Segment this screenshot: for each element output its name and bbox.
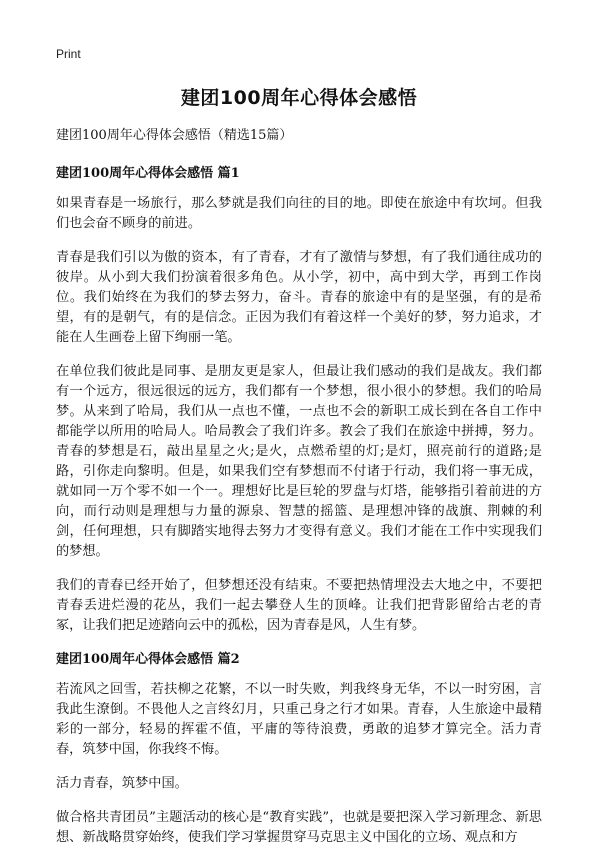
paragraph: 我们的青春已经开始了，但梦想还没有结束。不要把热情埋没去大地之中，不要把青春丢进烂漫的花丛，我们一起去攀登人生的顶峰。让我们把背影留给古老的青冢，让我们把足迹踏向云中的孤松，因为青春是风，人生有梦。: [56, 578, 542, 633]
paragraph: 活力青春，筑梦中国。: [56, 776, 188, 791]
page-title: 建团100周年心得体会感悟: [180, 87, 418, 109]
section-heading-1: 建团100周年心得体会感悟 篇1: [56, 166, 240, 181]
paragraph: 青春是我们引以为傲的资本，有了青春，才有了激情与梦想，有了我们通往成功的彼岸。从小到大我们扮演着很多角色。从小学，初中，高中到大学，再到工作岗位。我们始终在为我们的梦去努力，奋斗。青春的旅途中有的是坚强，有的是希望，有的是朝气，有的是信念。正因为我们有着这样一个美好的梦，努力追求，才能在人生画卷上留下绚丽一笔。: [56, 250, 542, 345]
paragraph: 若流风之回雪，若扶柳之花繁，不以一时失败，判我终身无华，不以一时穷困，言我此生潦倒。不畏他人之言终幻月，只重己身之行才如果。青春，人生旅途中最精彩的一部分，轻易的挥霍不值，平庸的等待浪费，勇敢的追梦才算完全。活力青春，筑梦中国，你我终不悔。: [56, 682, 542, 757]
paragraph: 在单位我们彼此是同事、是朋友更是家人，但最让我们感动的我们是战友。我们都有一个远方，很远很远的远方，我们都有一个梦想，很小很小的梦想。我们的哈局梦。从来到了哈局，我们从一点也不懂，一点也不会的新职工成长到在各自工作中都能学以所用的哈局人。哈局教会了我们许多。教会了我们在旅途中拼搏，努力。青春的梦想是石，敲出星星之火;是火，点燃希望的灯;是灯，照亮前行的道路;是路，引你走向黎明。但是，如果我们空有梦想而不付诸于行动，我们将一事无成，就如同一万个零不如一个一。理想好比是巨轮的罗盘与灯塔，能够指引着前进的方向，而行动则是理想与力量的源泉、智慧的摇篮、是理想冲锋的战旗、荆棘的利剑，任何理想，只有脚踏实地得去努力才变得有意义。我们才能在工作中实现我们的梦想。: [56, 364, 542, 559]
document-subtitle: 建团100周年心得体会感悟（精选15篇）: [56, 128, 293, 143]
paragraph: 如果青春是一场旅行，那么梦就是我们向往的目的地。即使在旅途中有坎坷。但我们也会奋不顾身的前进。: [56, 196, 542, 231]
print-label: Print: [56, 47, 81, 61]
section-heading-2: 建团100周年心得体会感悟 篇2: [56, 652, 240, 667]
paragraph: 做合格共青团员”主题活动的核心是“教育实践”，也就是要把深入学习新理念、新思想、新战略贯穿始终，使我们学习掌握贯穿马克思主义中国化的立场、观点和方: [56, 810, 542, 845]
